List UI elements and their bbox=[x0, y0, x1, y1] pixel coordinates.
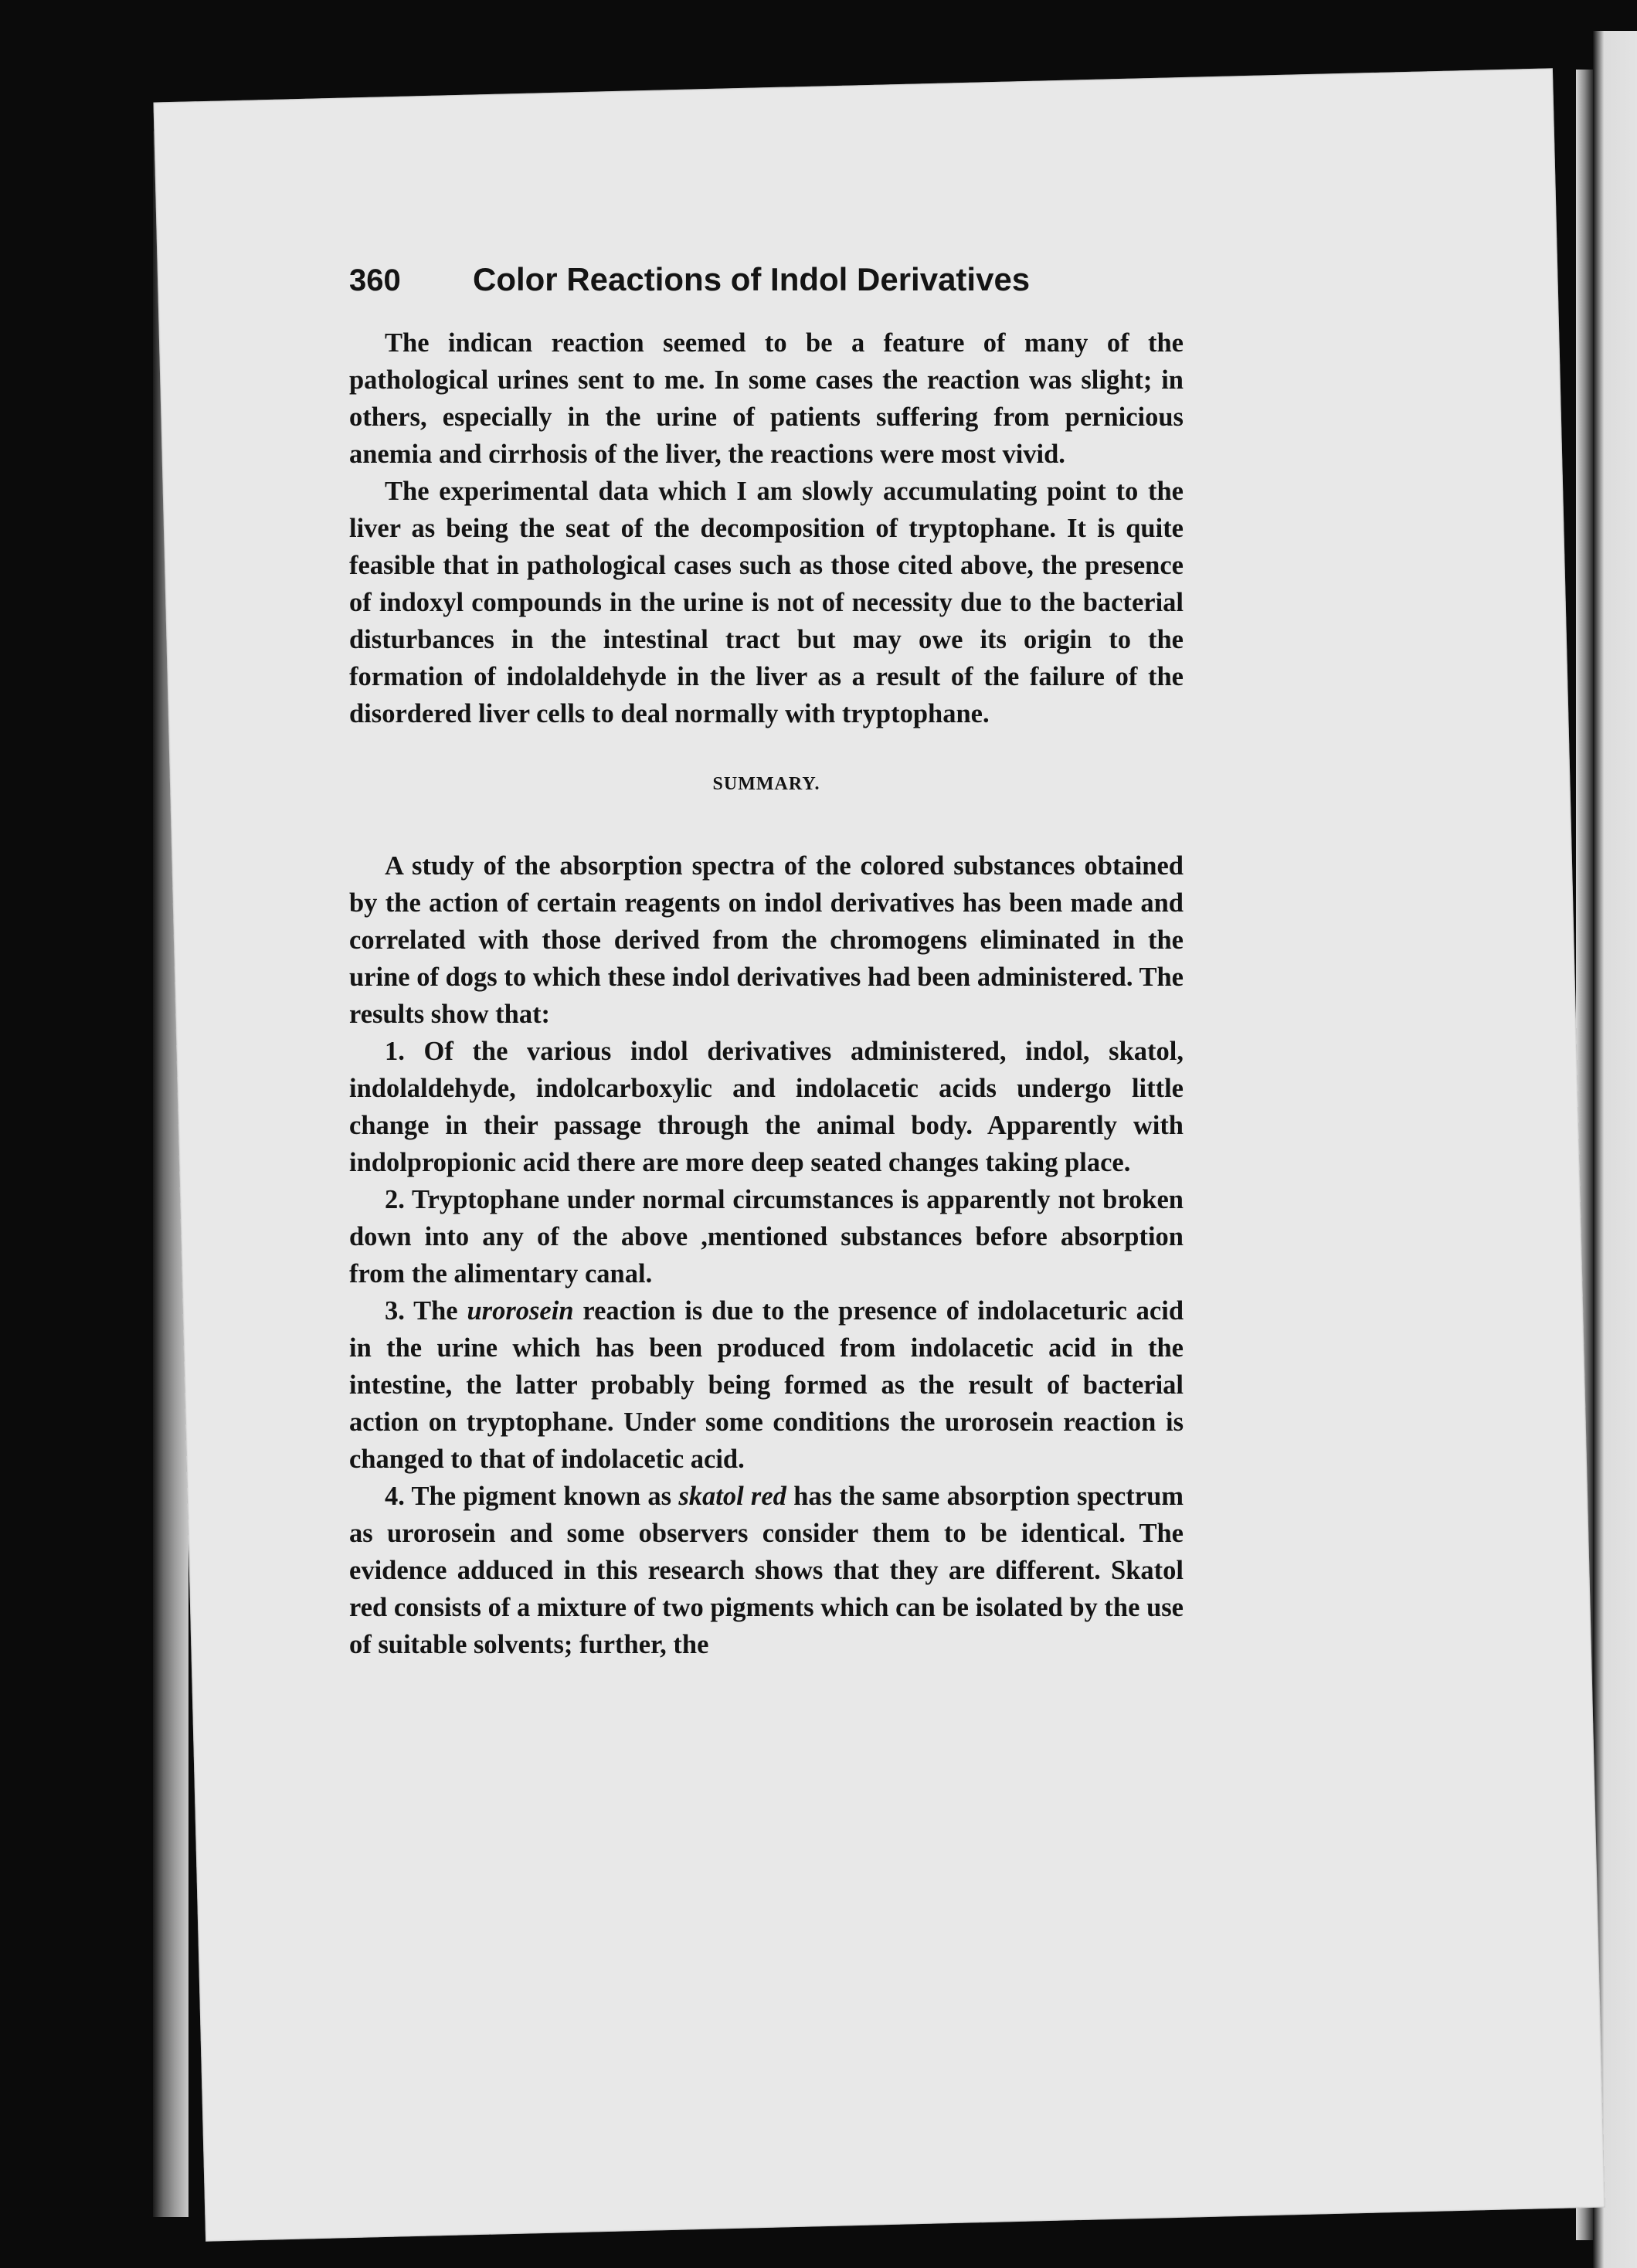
summary-item-4 bbox=[349, 1478, 1184, 1663]
paragraph-experimental-data: The experimental data which I am slowly accumulating point to the liver as being the seat of the decomposition of tryptophane. It is quite feasible that in pathological cases such as those cited above, the presence of indoxyl compounds in the urine is not of necessity due to the bacterial disturbances in the intestinal tract but may owe its origin to the formation of indolaldehyde in the liver as a result of the failure of the disordered liver cells to deal normally with tryptophane. bbox=[349, 477, 1184, 728]
summary-item-3 bbox=[349, 1292, 1184, 1478]
page-text bbox=[349, 261, 1184, 1663]
summary-item-4-lead: 4. The pigment known as bbox=[385, 1482, 679, 1511]
urorosein-term: urorosein bbox=[467, 1296, 574, 1326]
running-head bbox=[349, 261, 1184, 298]
summary-item-3-lead: 3. The bbox=[385, 1296, 467, 1326]
summary-item-2: 2. Tryptophane under normal circumstances is apparently not broken down into any of the above ,mentioned substances before absorption from the alimentary canal. bbox=[349, 1185, 1184, 1288]
page-number: 360 bbox=[349, 263, 401, 297]
adjacent-page-edge bbox=[1593, 31, 1637, 2268]
summary-intro: A study of the absorption spectra of the colored substances obtained by the action of certain reagents on indol derivatives has been made and correlated with those derived from the chromogens eliminated in the urine of dogs to which these indol derivatives had been administered. The results show that: bbox=[349, 851, 1184, 1029]
summary-heading: SUMMARY. bbox=[712, 774, 820, 794]
skatol-red-term: skatol red bbox=[678, 1482, 786, 1511]
summary-item-4-rest: has the same absorption spectrum as urorosein and some observers consider them to be identical. The evidence adduced in this research shows that they are different. Skatol red consists of a mixture of two pigments which can be isolated by the use of suitable solvents; further, the bbox=[349, 1482, 1184, 1659]
running-title: Color Reactions of Indol Derivatives bbox=[473, 261, 1031, 297]
summary-item-1: 1. Of the various indol derivatives administered, indol, skatol, indolaldehyde, indolcarboxylic and indolacetic acids undergo little change in their passage through the animal body. Apparently with indolpropionic acid there are more deep seated changes taking place. bbox=[349, 1037, 1184, 1177]
summary-item-3-rest: reaction is due to the presence of indolaceturic acid in the urine which has been produced from indolacetic acid in the intestine, the latter probably being formed as the result of bacterial action on tryptophane. Under some conditions the urorosein reaction is changed to that of indolacetic acid. bbox=[349, 1296, 1184, 1474]
paragraph-indican: The indican reaction seemed to be a feature of many of the pathological urines sent to me. In some cases the reaction was slight; in others, especially in the urine of patients suffering from pernicious anemia and cirrhosis of the liver, the reactions were most vivid. bbox=[349, 328, 1184, 469]
